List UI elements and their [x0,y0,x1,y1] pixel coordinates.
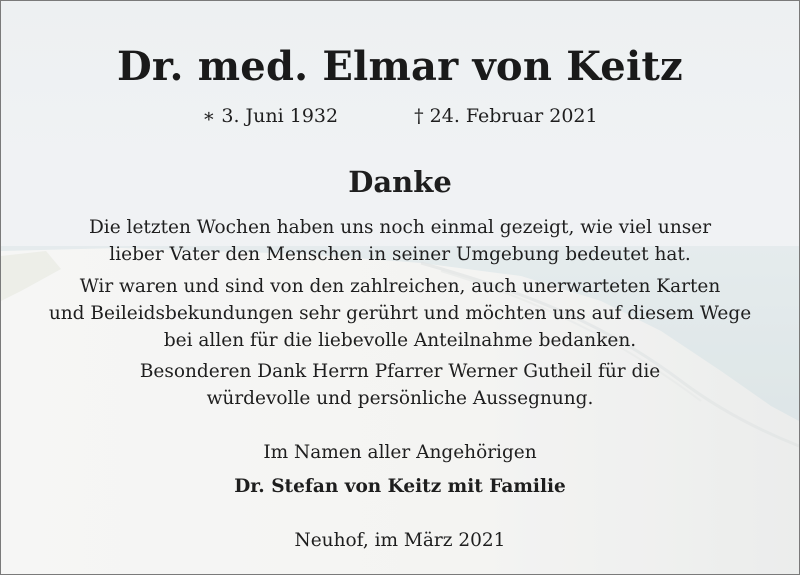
birth-date: ∗ 3. Juni 1932 [202,105,339,127]
death-date: † 24. Februar 2021 [414,105,598,127]
paragraph-line: lieber Vater den Menschen in seiner Umgebung bedeutet hat. [109,244,691,265]
life-dates [1,105,799,127]
deceased-name: Dr. med. Elmar von Keitz [117,43,683,90]
signature: Dr. Stefan von Keitz mit Familie [234,476,566,497]
thanks-heading: Danke [348,165,452,199]
closing-line: Im Namen aller Angehörigen [263,442,537,463]
paragraph-line: Die letzten Wochen haben uns noch einmal gezeigt, wie viel unser [88,217,712,238]
paragraph-line: bei allen für die liebevolle Anteilnahme bedanken. [163,330,637,351]
paragraph-line: würdevolle und persönliche Aussegnung. [206,388,594,409]
place-and-date: Neuhof, im März 2021 [294,530,506,551]
paragraph-line: und Beileidsbekundungen sehr gerührt und möchten uns auf diesem Wege [48,303,752,324]
notice-text [1,1,799,574]
paragraph-line: Besonderen Dank Herrn Pfarrer Werner Gutheil für die [139,361,661,382]
paragraph-line: Wir waren und sind von den zahlreichen, auch unerwarteten Karten [79,276,721,297]
